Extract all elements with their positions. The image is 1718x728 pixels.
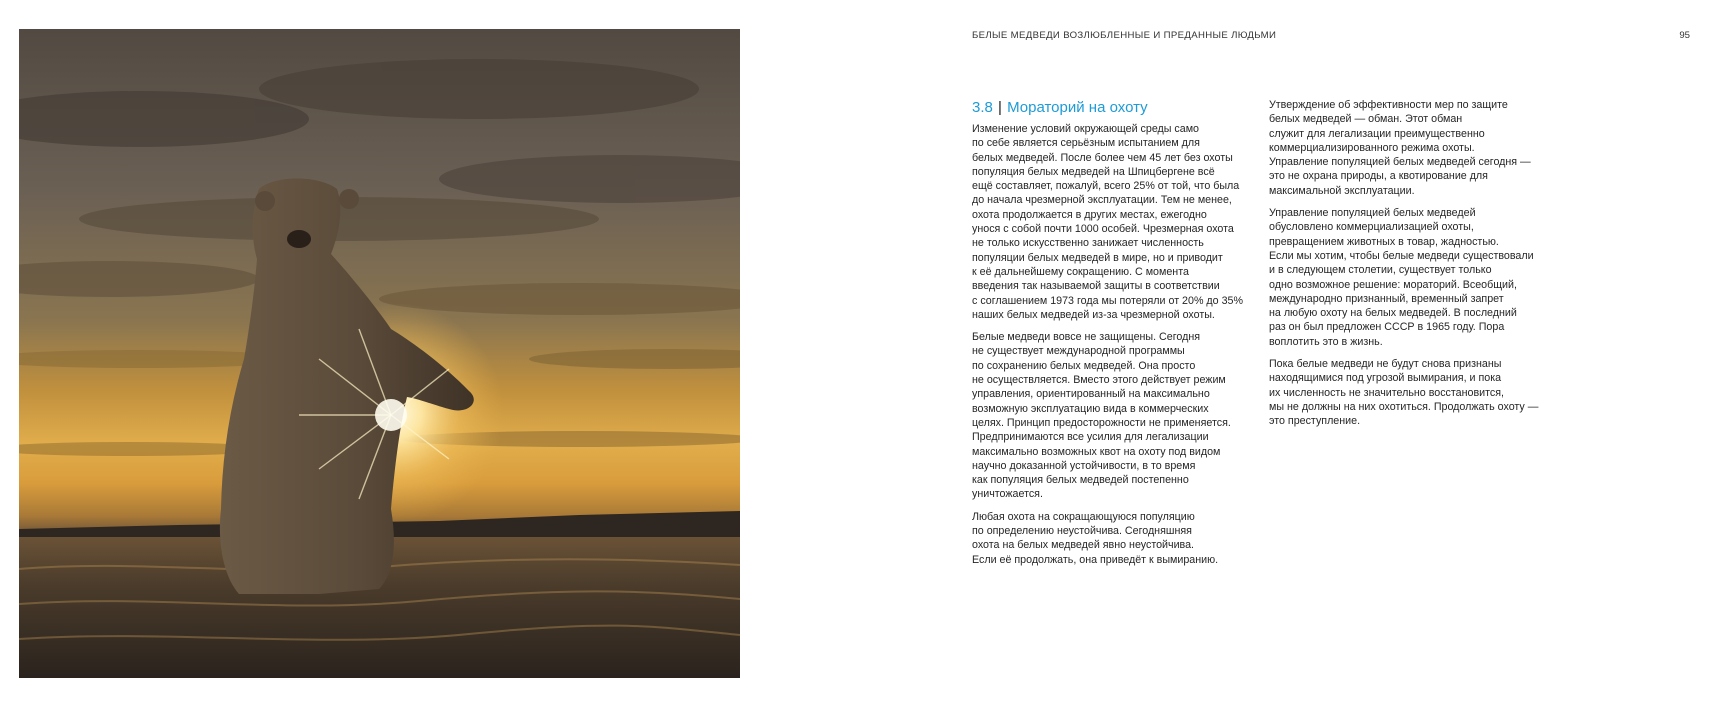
text-line: не осуществляется. Вместо этого действует режим <box>972 374 1226 387</box>
text-line: одно возможное решение: мораторий. Всеобщий, <box>1269 278 1517 291</box>
text-line: белых медведей. После более чем 45 лет без охоты <box>972 151 1233 164</box>
text-line: по себе является серьёзным испытанием для <box>972 137 1200 150</box>
left-paragraphs <box>972 122 1262 567</box>
paragraph <box>1269 98 1569 198</box>
text-line: Управление популяцией белых медведей сегодня — <box>1269 156 1531 169</box>
right-text-column <box>1269 98 1569 437</box>
text-line: возможную эксплуатацию вида в коммерческих <box>972 402 1209 415</box>
text-line: к её дальнейшему сокращению. С момента <box>972 265 1189 278</box>
page-number: 95 <box>1679 30 1690 41</box>
text-line: Пока белые медведи не будут снова признаны <box>1269 358 1502 371</box>
text-line: ещё составляет, пожалуй, всего 25% от той, что была <box>972 180 1240 193</box>
text-line: уничтожается. <box>972 488 1043 501</box>
text-line: Утверждение об эффективности мер по защите <box>1269 99 1508 111</box>
section-heading <box>972 98 1262 117</box>
text-line: белых медведей — обман. Этот обман <box>1269 113 1463 126</box>
text-line: Предпринимаются все усилия для легализации <box>972 431 1209 444</box>
text-line: служит для легализации преимущественно <box>1269 127 1485 140</box>
text-line: находящимися под угрозой вымирания, и пока <box>1269 372 1502 385</box>
text-line: максимальной эксплуатации. <box>1269 184 1415 197</box>
section-number: 3.8 <box>972 99 993 116</box>
text-line: коммерциализированного режима охоты. <box>1269 141 1475 154</box>
paragraph <box>972 330 1262 502</box>
text-line: Управление популяцией белых медведей <box>1269 207 1476 220</box>
text-line: Любая охота на сокращающуюся популяцию <box>972 510 1195 523</box>
text-line: это не охрана природы, а квотирование для <box>1269 170 1488 183</box>
paragraph <box>972 510 1262 567</box>
text-line: до начала чрезмерной эксплуатации. Тем не менее, <box>972 194 1232 207</box>
text-line: научно доказанной устойчивости, в то время <box>972 459 1196 472</box>
text-line: их численность не значительно восстановится, <box>1269 386 1504 399</box>
section-separator: | <box>998 99 1002 116</box>
right-paragraphs <box>1269 98 1569 429</box>
text-line: это преступление. <box>1269 415 1361 428</box>
text-line: не только искусственно занижает численность <box>972 237 1204 250</box>
text-line: целях. Принцип предосторожности не применяется. <box>972 416 1231 429</box>
paragraph <box>1269 357 1569 428</box>
text-line: Изменение условий окружающей среды само <box>972 123 1199 135</box>
running-head: БЕЛЫЕ МЕДВЕДИ ВОЗЛЮБЛЕННЫЕ И ПРЕДАННЫЕ ЛЮДЬМИ <box>972 30 1277 41</box>
text-line: как популяция белых медведей постепенно <box>972 474 1189 487</box>
text-line: наших белых медведей из-за чрезмерной охоты. <box>972 308 1215 321</box>
text-line: по сохранению белых медведей. Она просто <box>972 359 1196 372</box>
text-line: обусловлено коммерциализацией охоты, <box>1269 221 1474 234</box>
left-text-column <box>972 98 1262 575</box>
text-line: охота продолжается в других местах, ежегодно <box>972 208 1207 221</box>
text-line: Если её продолжать, она приведёт к вымиранию. <box>972 553 1219 566</box>
text-line: охота на белых медведей явно неустойчива. <box>972 539 1195 552</box>
text-line: популяции белых медведей в мире, но и приводит <box>972 251 1223 264</box>
text-line: и в следующем столетии, существует только <box>1269 264 1492 277</box>
text-line: международно признанный, временный запрет <box>1269 292 1504 305</box>
paragraph <box>1269 206 1569 349</box>
photo-illustration <box>19 29 740 678</box>
text-line: воплотить это в жизнь. <box>1269 335 1383 348</box>
text-line: управления, ориентированный на максимально <box>972 388 1210 401</box>
text-line: максимально возможных квот на охоту под видом <box>972 445 1221 458</box>
text-line: раз он был предложен СССР в 1965 году. Пора <box>1269 321 1505 334</box>
polar-bear-photo <box>19 29 740 678</box>
paragraph <box>972 122 1262 322</box>
text-line: Если мы хотим, чтобы белые медведи существовали <box>1269 249 1534 262</box>
text-line: с соглашением 1973 года мы потеряли от 20% до 35% <box>972 294 1243 307</box>
text-line: унося с собой почти 1000 особей. Чрезмерная охота <box>972 223 1234 236</box>
text-line: мы не должны на них охотиться. Продолжать охоту — <box>1269 400 1539 413</box>
text-line: не существует международной программы <box>972 345 1185 358</box>
text-line: введения так называемой защиты в соответствии <box>972 280 1220 293</box>
text-line: превращением животных в товар, жадностью. <box>1269 235 1499 248</box>
text-line: Белые медведи вовсе не защищены. Сегодня <box>972 331 1201 344</box>
text-line: по определению неустойчива. Сегодняшняя <box>972 525 1192 538</box>
text-line: популяция белых медведей на Шпицбергене всё <box>972 165 1215 178</box>
section-title: Мораторий на охоту <box>1007 99 1148 116</box>
text-line: на любую охоту на белых медведей. В последний <box>1269 307 1517 320</box>
